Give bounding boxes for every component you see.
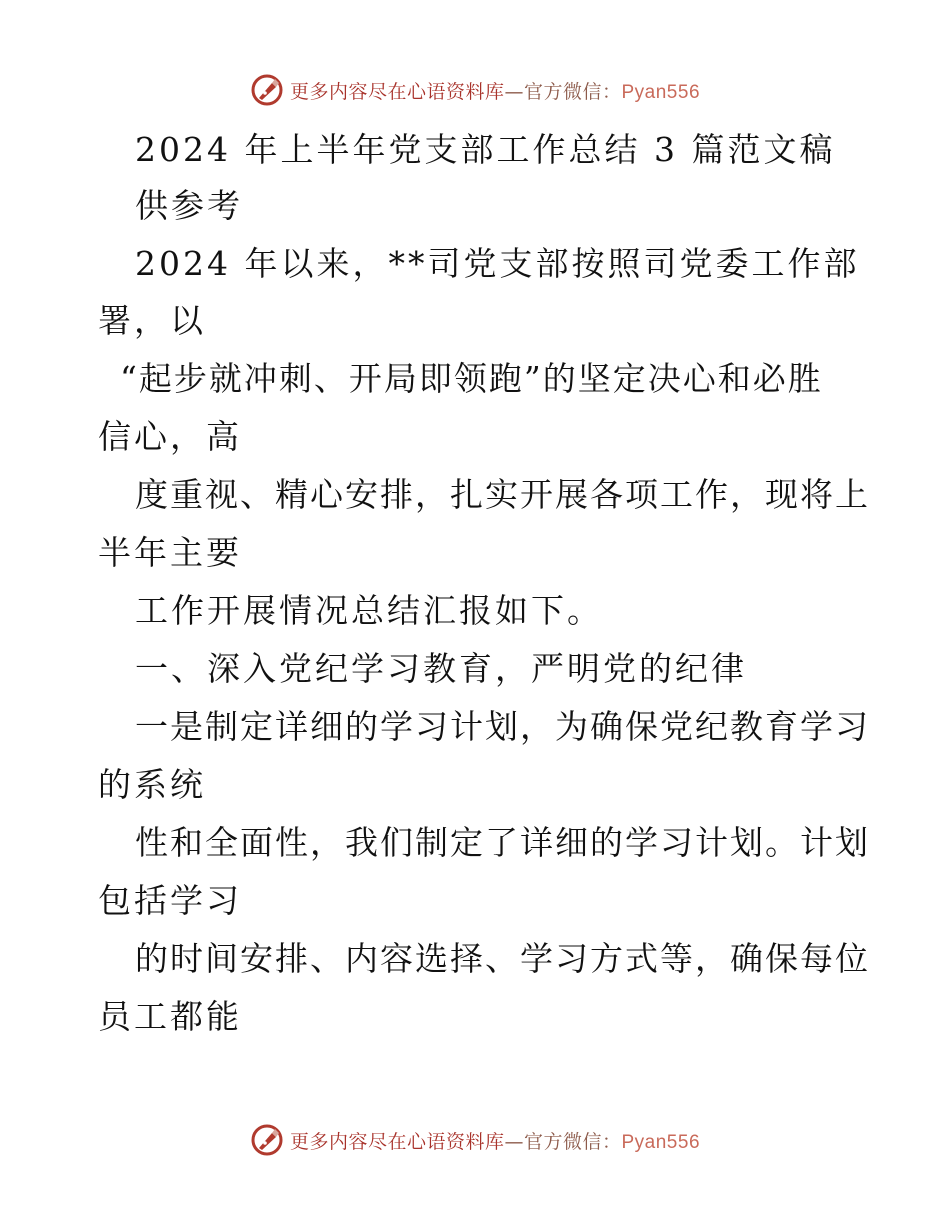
banner-official-text: 官方微信：	[523, 80, 622, 103]
banner-official-text: 官方微信：	[523, 1130, 622, 1153]
paragraph-line: 性和全面性，我们制定了详细的学习计划。计划	[135, 823, 870, 862]
banner-dash: —	[504, 80, 524, 103]
footer-banner	[0, 1120, 950, 1160]
pen-nib-logo-icon	[250, 1123, 284, 1157]
header-banner	[0, 70, 950, 110]
banner-dash: —	[504, 1130, 524, 1153]
paragraph-line: 工作开展情况总结汇报如下。	[135, 591, 603, 630]
banner-text	[290, 1127, 700, 1154]
paragraph-line: 的系统	[98, 765, 206, 804]
document-title: 2024 年上半年党支部工作总结 3 篇范文稿	[135, 130, 836, 169]
banner-wechat-id: Pyan556	[621, 1131, 701, 1153]
paragraph-line: 度重视、精心安排，扎实开展各项工作，现将上	[135, 475, 870, 514]
paragraph-line: 的时间安排、内容选择、学习方式等，确保每位	[135, 939, 870, 978]
paragraph-line: “起步就冲刺、开局即领跑”的坚定决心和必胜	[120, 359, 823, 398]
banner-content	[250, 1123, 700, 1157]
paragraph-line: 包括学习	[98, 881, 242, 920]
paragraph-line: 署，以	[98, 301, 206, 340]
banner-main-text: 更多内容尽在心语资料库	[289, 80, 505, 103]
paragraph-line: 2024 年以来，**司党支部按照司党委工作部	[135, 244, 860, 283]
banner-wechat-id: Pyan556	[621, 81, 701, 103]
banner-content	[250, 73, 700, 107]
section-heading: 一、深入党纪学习教育，严明党的纪律	[135, 649, 747, 688]
paragraph-line: 信心，高	[98, 417, 242, 456]
pen-nib-logo-icon	[250, 73, 284, 107]
paragraph-line: 员工都能	[98, 997, 242, 1036]
banner-text	[290, 77, 700, 104]
banner-main-text: 更多内容尽在心语资料库	[289, 1130, 505, 1153]
paragraph-line: 供参考	[135, 186, 243, 225]
paragraph-line: 一是制定详细的学习计划，为确保党纪教育学习	[135, 707, 870, 746]
paragraph-line: 半年主要	[98, 533, 242, 572]
